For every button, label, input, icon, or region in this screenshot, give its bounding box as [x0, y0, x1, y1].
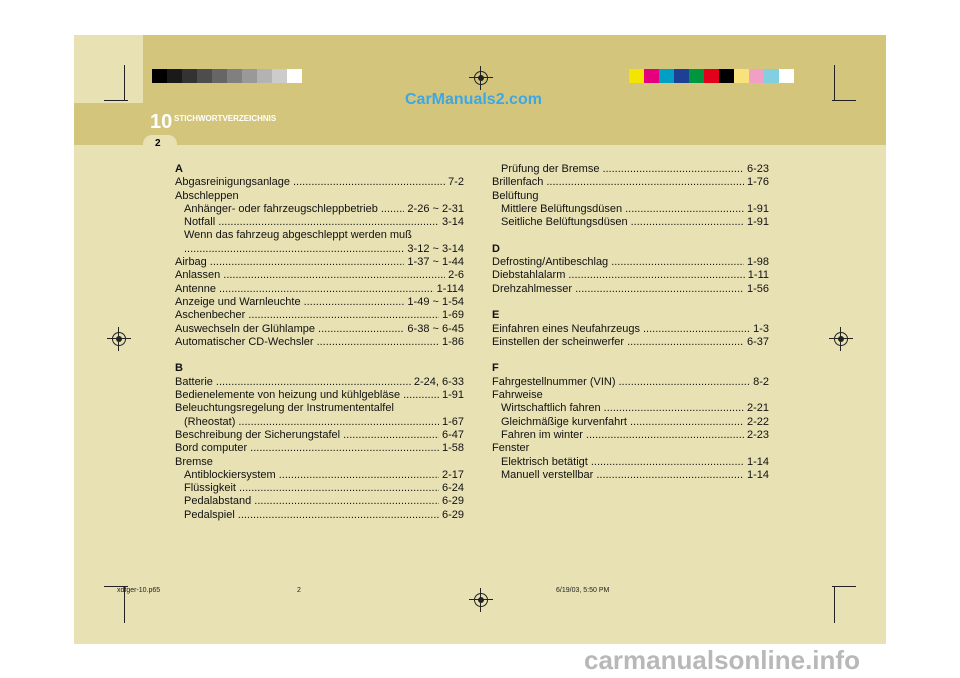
index-entry	[175, 309, 464, 322]
registration-mark-icon	[469, 588, 493, 612]
index-entry	[175, 416, 464, 429]
index-group-label: Fahrweise	[492, 389, 543, 402]
index-entry	[492, 283, 769, 296]
color-swatch	[674, 69, 689, 83]
index-entry-text: Prüfung der Bremse	[501, 163, 600, 175]
dot-leader	[546, 176, 744, 189]
index-entry-page: 6-23	[746, 163, 769, 175]
dot-leader	[248, 309, 439, 322]
section-gap	[492, 296, 769, 309]
color-swatch	[287, 69, 302, 83]
index-entry-text: Seitliche Belüftungsdüsen	[501, 216, 628, 229]
dot-leader	[238, 416, 439, 429]
color-swatch	[629, 69, 644, 83]
color-swatch	[197, 69, 212, 83]
color-swatch	[227, 69, 242, 83]
index-entry-text: Beschreibung der Sicherungstafel	[175, 428, 341, 441]
dot-leader	[591, 456, 744, 469]
index-entry	[175, 176, 464, 189]
registration-mark-icon	[107, 327, 131, 351]
index-entry-text: Batterie	[175, 375, 213, 388]
index-entry-page: 6-29	[441, 508, 464, 521]
index-entry-text: (Rheostat)	[184, 415, 236, 428]
index-entry-text: Einstellen der scheinwerfer	[492, 335, 625, 348]
index-entry-text: Anzeige und Warnleuchte	[175, 295, 301, 308]
dot-leader	[343, 429, 439, 442]
index-entry-page: 2-6	[448, 269, 464, 282]
index-entry-text: Flüssigkeit	[184, 482, 236, 495]
index-letter-heading: D	[492, 242, 500, 255]
color-swatch	[272, 69, 287, 83]
index-entry-text: Gleichmäßige kurvenfahrt	[501, 415, 627, 428]
index-entry	[175, 243, 464, 256]
index-entry	[492, 256, 769, 269]
color-swatch	[212, 69, 227, 83]
index-entry	[492, 469, 769, 482]
index-entry-text: Aschenbecher	[175, 309, 246, 322]
index-entry-text: Fahrgestellnummer (VIN)	[492, 375, 616, 388]
index-entry	[175, 323, 464, 336]
index-entry-page: 6-38 ~ 6-45	[407, 322, 464, 335]
registration-mark-icon	[469, 66, 493, 90]
index-group-label: Beleuchtungsregelung der Instrumententalfel	[175, 402, 394, 415]
dot-leader	[210, 256, 405, 269]
index-entry-page: 6-47	[441, 428, 464, 441]
index-entry	[175, 429, 464, 442]
index-letter-heading: E	[492, 309, 500, 322]
dot-leader	[596, 469, 744, 482]
index-entry-page: 6-24	[441, 482, 464, 495]
dot-leader	[604, 402, 744, 415]
dot-leader	[239, 482, 439, 495]
index-column-right	[492, 163, 769, 482]
dot-leader	[625, 203, 744, 216]
index-entry-text: Wirtschaftlich fahren	[501, 402, 601, 415]
index-letter-heading: A	[175, 163, 183, 175]
index-entry	[175, 442, 464, 455]
dot-leader	[317, 336, 439, 349]
gray-calibration-bar	[152, 69, 302, 83]
index-entry	[492, 269, 769, 282]
index-entry-page: 6-37	[746, 335, 769, 348]
dot-leader	[602, 163, 744, 176]
dot-leader	[216, 376, 411, 389]
index-entry-page: 1-91	[441, 389, 464, 402]
color-swatch	[734, 69, 749, 83]
crop-mark	[834, 65, 835, 101]
color-swatch	[257, 69, 272, 83]
index-entry	[175, 509, 464, 522]
index-entry-page: 1-11	[747, 269, 769, 282]
index-entry-text: Pedalspiel	[184, 508, 235, 521]
color-swatch	[242, 69, 257, 83]
dot-leader	[631, 216, 744, 229]
index-entry-text: Notfall	[184, 216, 216, 229]
dot-leader	[238, 509, 439, 522]
index-entry-text: Brillenfach	[492, 176, 544, 189]
index-entry-page: 1-91	[746, 216, 769, 229]
index-entry-page: 1-69	[441, 309, 464, 322]
dot-leader	[611, 256, 744, 269]
index-entry-text: Bedienelemente von heizung und kühlgebläse	[175, 389, 401, 402]
section-gap	[492, 229, 769, 242]
index-entry-text: Auswechseln der Glühlampe	[175, 322, 316, 335]
color-swatch	[719, 69, 734, 83]
registration-mark-icon	[829, 327, 853, 351]
dot-leader	[403, 389, 439, 402]
index-entry	[492, 416, 769, 429]
color-swatch	[704, 69, 719, 83]
index-entry-text: Automatischer CD-Wechsler	[175, 335, 314, 348]
index-entry-text: Mittlere Belüftungsdüsen	[501, 202, 623, 215]
index-letter-heading: F	[492, 362, 499, 375]
index-group-label: Belüftung	[492, 189, 539, 202]
index-entry	[175, 283, 464, 296]
color-swatch	[689, 69, 704, 83]
footer-file: xdfger-10.p65	[117, 587, 161, 594]
dot-leader	[184, 243, 404, 256]
index-entry	[175, 296, 464, 309]
dot-leader	[223, 269, 445, 282]
index-entry-text: Antenne	[175, 282, 216, 295]
color-swatch	[764, 69, 779, 83]
index-entry	[492, 203, 769, 216]
index-entry-text: Anhänger- oder fahrzeugschleppbetrieb	[184, 202, 378, 215]
chapter-tab	[74, 103, 143, 145]
index-entry-page: 8-2	[753, 375, 769, 388]
index-entry-page: 6-29	[441, 495, 464, 508]
index-entry	[492, 456, 769, 469]
dot-leader	[575, 283, 744, 296]
index-entry-page: 1-114	[436, 282, 464, 295]
dot-leader	[586, 429, 744, 442]
index-entry-page: 2-24, 6-33	[413, 375, 464, 388]
index-entry-text: Bord computer	[175, 442, 248, 455]
dot-leader	[250, 442, 439, 455]
dot-leader	[254, 495, 439, 508]
index-entry-page: 1-14	[746, 468, 769, 481]
index-entry-text: Manuell verstellbar	[501, 468, 594, 481]
dot-leader	[318, 323, 404, 336]
chapter-title: STICHWORTVERZEICHNIS	[174, 114, 277, 123]
index-entry-text: Abgasreinigungsanlage	[175, 176, 290, 189]
index-entry-page: 2-17	[441, 468, 464, 481]
index-entry-page: 2-26 ~ 2-31	[407, 202, 464, 215]
index-entry-text: Drehzahlmesser	[492, 282, 573, 295]
page-number: 2	[155, 138, 161, 149]
footer-page: 2	[297, 587, 301, 594]
index-entry	[175, 269, 464, 282]
dot-leader	[568, 269, 744, 282]
chapter-number: 10	[150, 111, 173, 133]
index-group-label: Bremse	[175, 455, 213, 468]
dot-leader	[219, 283, 434, 296]
index-entry	[492, 429, 769, 442]
color-calibration-bar	[629, 69, 794, 83]
color-swatch	[182, 69, 197, 83]
crop-mark	[832, 586, 856, 587]
index-entry	[175, 376, 464, 389]
dot-leader	[618, 376, 750, 389]
index-entry-page: 1-3	[753, 322, 769, 335]
header-band	[143, 35, 886, 145]
index-entry	[175, 256, 464, 269]
crop-mark	[124, 65, 125, 101]
index-entry	[175, 203, 464, 216]
index-entry-page: 3-14	[441, 216, 464, 229]
section-gap	[492, 349, 769, 362]
dot-leader	[293, 176, 445, 189]
index-entry-page: 1-67	[441, 415, 464, 428]
index-entry-page: 1-86	[441, 335, 464, 348]
dot-leader	[279, 469, 439, 482]
index-entry-page: 1-58	[441, 442, 464, 455]
index-entry-text: Anlassen	[175, 269, 221, 282]
index-entry-page: 1-14	[746, 455, 769, 468]
index-entry	[175, 336, 464, 349]
index-entry	[492, 163, 769, 176]
site-watermark[interactable]: carmanualsonline.info	[584, 645, 860, 675]
index-entry	[175, 469, 464, 482]
index-entry	[492, 376, 769, 389]
index-entry-page: 1-56	[746, 282, 769, 295]
dot-leader	[381, 203, 405, 216]
color-swatch	[167, 69, 182, 83]
color-swatch	[749, 69, 764, 83]
index-column-left	[175, 163, 464, 522]
index-entry-page: 3-12 ~ 3-14	[407, 242, 464, 255]
index-entry-page: 2-21	[746, 402, 769, 415]
index-entry-page: 1-76	[746, 176, 769, 189]
index-entry-page: 7-2	[448, 176, 464, 189]
section-gap	[175, 349, 464, 362]
dot-leader	[630, 416, 744, 429]
index-entry-text: Elektrisch betätigt	[501, 455, 588, 468]
index-entry	[492, 323, 769, 336]
dot-leader	[627, 336, 744, 349]
index-entry-page: 1-98	[746, 256, 769, 269]
crop-mark	[832, 100, 856, 101]
dot-leader	[304, 296, 405, 309]
index-entry-text: Airbag	[175, 256, 207, 269]
index-entry	[492, 176, 769, 189]
index-entry	[492, 216, 769, 229]
index-entry-page: 2-23	[746, 428, 769, 441]
index-entry-text: Antiblockiersystem	[184, 468, 276, 481]
crop-mark	[834, 587, 835, 623]
footer-timestamp: 6/19/03, 5:50 PM	[556, 587, 610, 594]
crop-mark	[104, 100, 128, 101]
dot-leader	[218, 216, 439, 229]
color-swatch	[152, 69, 167, 83]
index-entry-text: Pedalabstand	[184, 495, 252, 508]
dot-leader	[643, 323, 750, 336]
index-group-label: Fenster	[492, 442, 530, 455]
index-entry	[175, 216, 464, 229]
index-group-label: Wenn das fahrzeug abgeschleppt werden muß	[184, 229, 412, 242]
index-entry	[175, 482, 464, 495]
index-entry-page: 1-37 ~ 1-44	[407, 256, 464, 269]
index-entry	[492, 336, 769, 349]
index-letter-heading: B	[175, 362, 183, 375]
watermark[interactable]: CarManuals2.com	[405, 91, 542, 108]
color-swatch	[659, 69, 674, 83]
index-entry	[492, 402, 769, 415]
index-entry-text: Diebstahlalarm	[492, 269, 566, 282]
index-group-label: Abschleppen	[175, 189, 239, 202]
index-entry	[175, 389, 464, 402]
index-entry	[175, 495, 464, 508]
index-entry-text: Fahren im winter	[501, 428, 583, 441]
index-entry-page: 1-49 ~ 1-54	[407, 295, 464, 308]
index-entry-text: Einfahren eines Neufahrzeugs	[492, 322, 640, 335]
color-swatch	[779, 69, 794, 83]
index-entry-text: Defrosting/Antibeschlag	[492, 256, 609, 269]
color-swatch	[644, 69, 659, 83]
index-entry-page: 2-22	[746, 415, 769, 428]
index-entry-page: 1-91	[746, 202, 769, 215]
